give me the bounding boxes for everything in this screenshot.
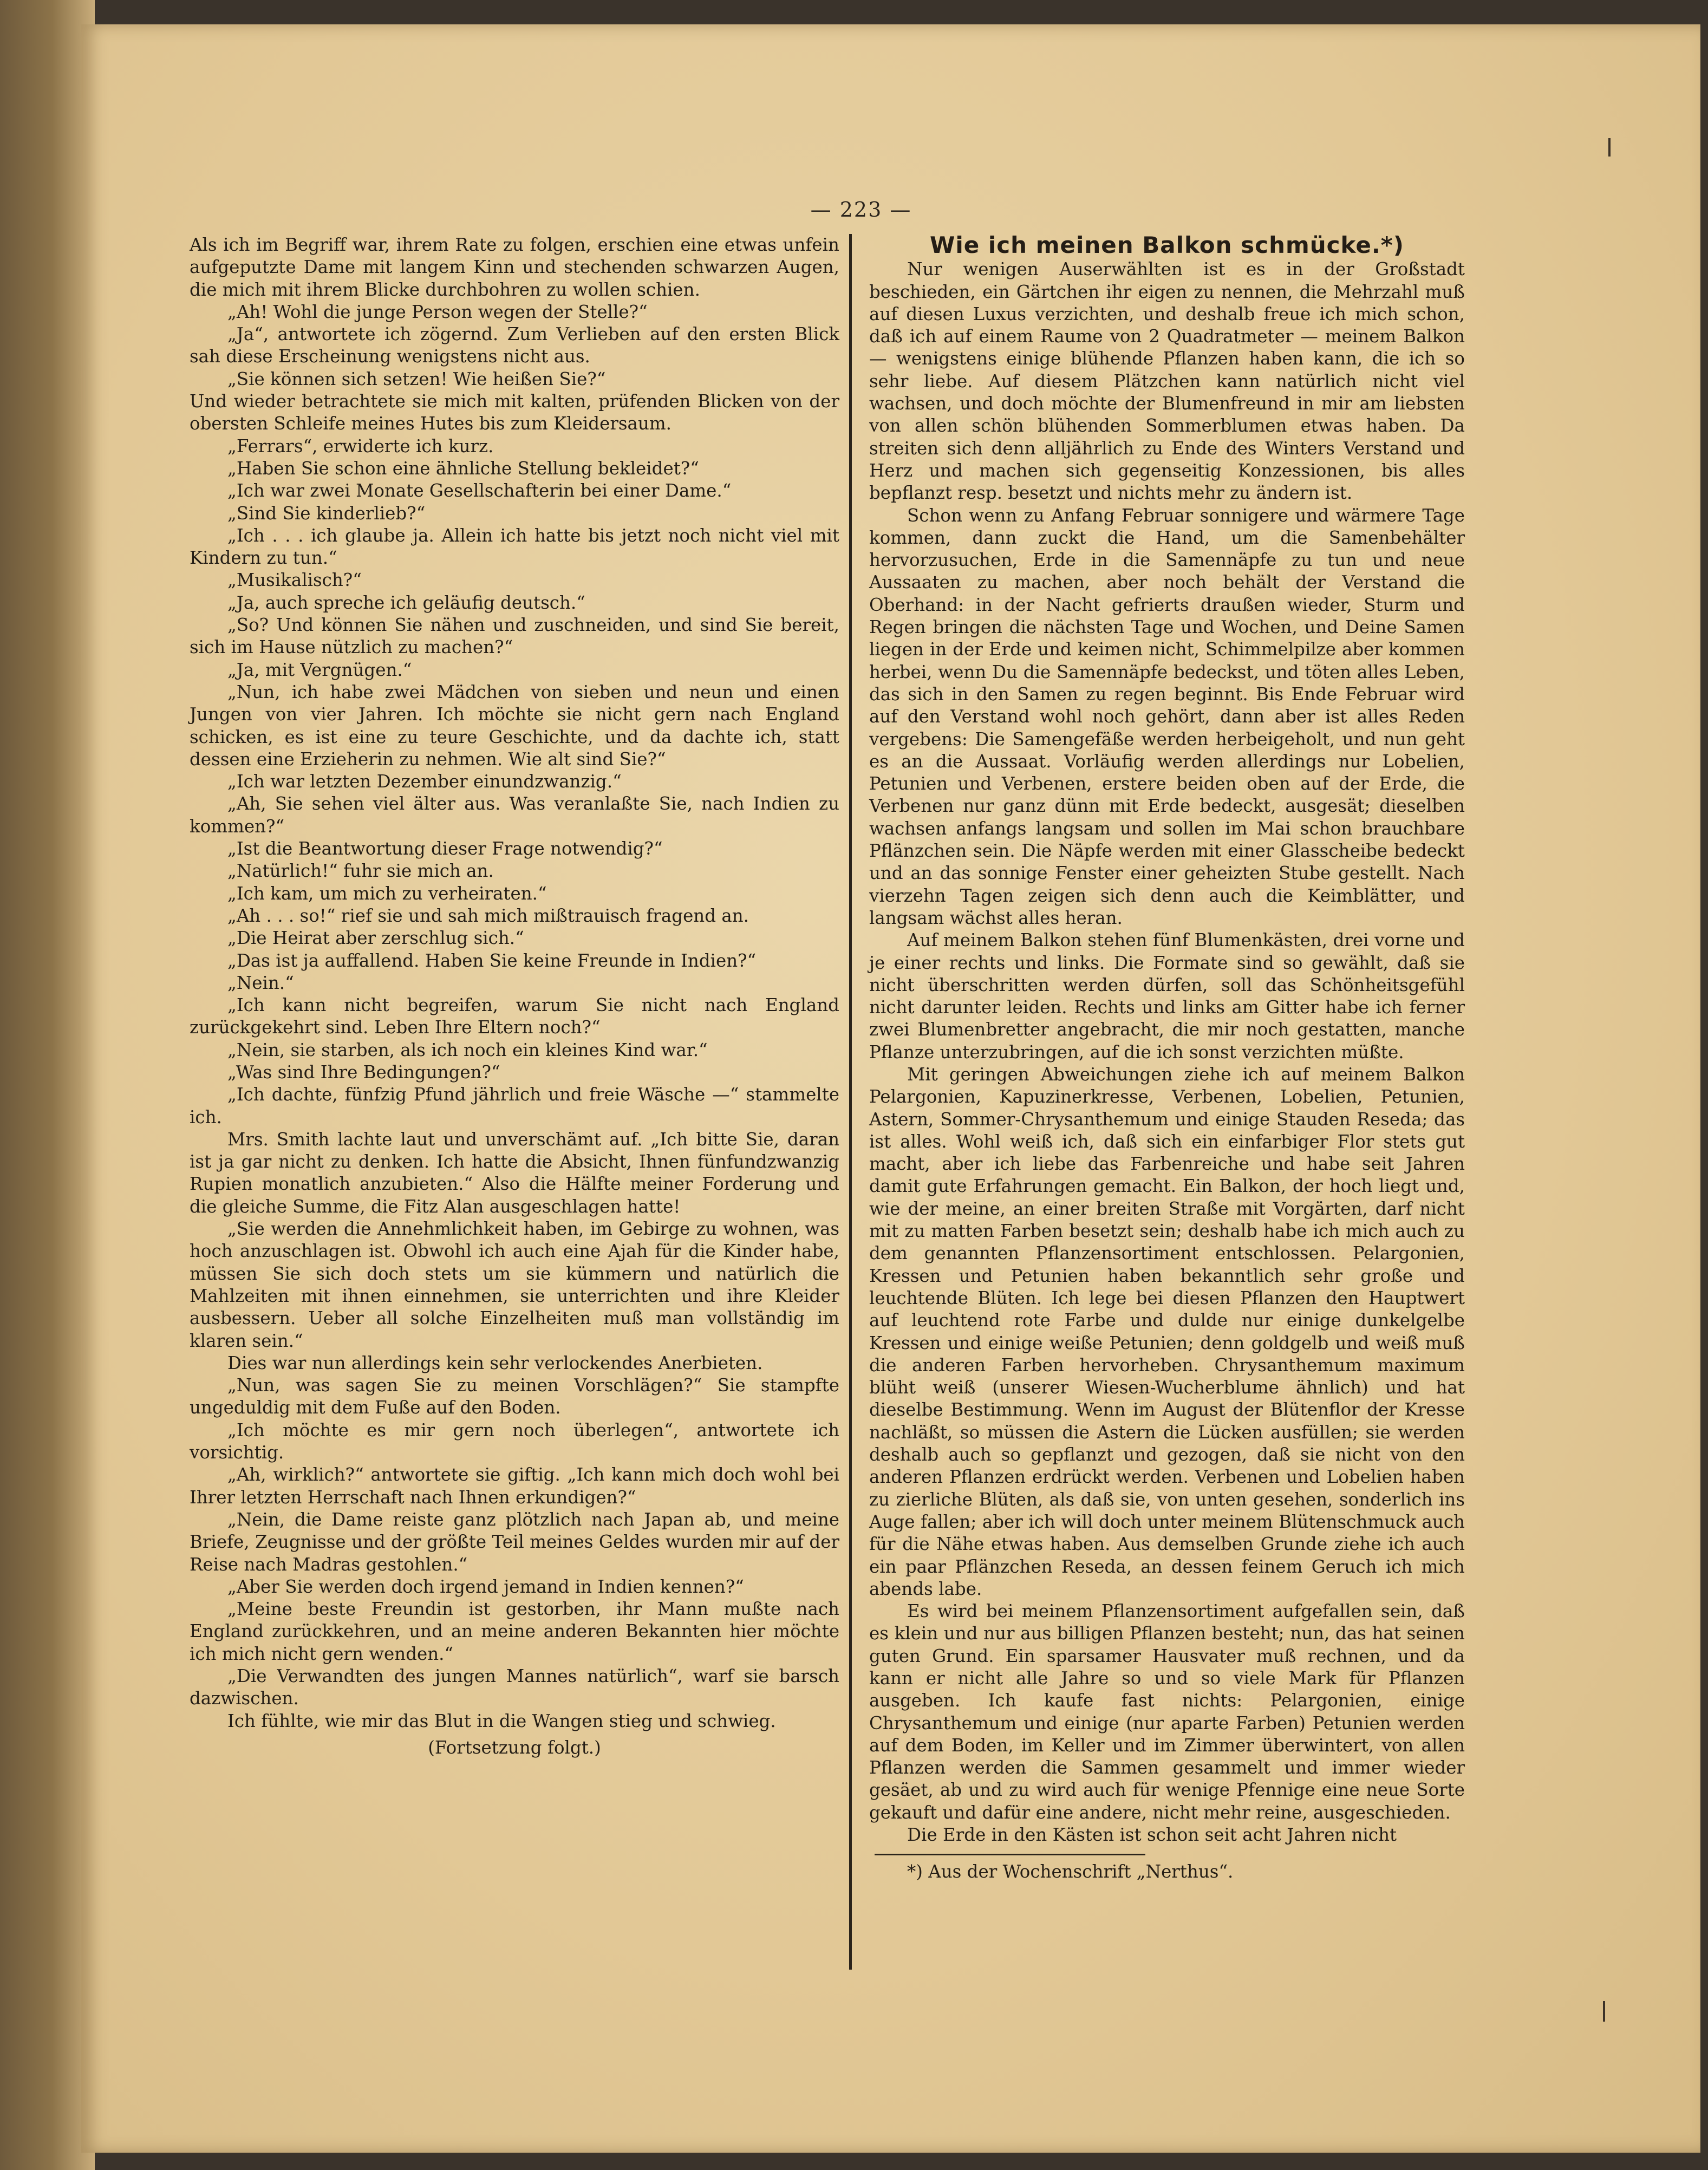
paragraph: „Ich war letzten Dezember einundzwanzig.“ (227, 771, 622, 792)
paragraph: „Natürlich!“ fuhr sie mich an. (227, 861, 494, 882)
paragraph: „Meine beste Freundin ist gestorben, ihr Mann mußte nach England zurückkehren, und an meine anderen Bekannten hier möchte ich mich nicht gern wenden.“ (190, 1599, 839, 1664)
paragraph: Es wird bei meinem Pflanzensortiment aufgefallen sein, daß es klein und nur aus billigen Pflanzen besteht; nun, das hat seinen guten Grund. Ein sparsamer Hausvater muß rechnen, und da kann er nicht alle Jahre so und so viele Mark für Pflanzen ausgeben. Ich kaufe fast nichts: Pelargonien, einige Chrysanthemum und einige (nur aparte Farben) Petunien werden auf dem Boden, im Keller und im Zimmer überwintert, von allen Pflanzen werden die Sammen gesammelt und immer wieder gesäet, ab und zu wird auch für wenige Pfennige eine neue Sorte gekauft und dafür eine andere, nicht mehr reine, ausgeschieden. (869, 1601, 1465, 1823)
paragraph: „Was sind Ihre Bedingungen?“ (227, 1061, 500, 1083)
paragraph: „Nein, sie starben, als ich noch ein kleines Kind war.“ (227, 1039, 708, 1060)
paragraph: „Nun, ich habe zwei Mädchen von sieben und neun und einen Jungen von vier Jahren. Ich möchte sie nicht gern nach England schicken, es ist eine zu teure Geschichte, und da dachte ich, statt dessen eine Erzieherin zu nehmen. Wie alt sind Sie?“ (190, 681, 839, 770)
paragraph: Dies war nun allerdings kein sehr verlockendes Anerbieten. (227, 1352, 763, 1373)
paragraph: „Ich . . . ich glaube ja. Allein ich hatte bis jetzt noch nicht viel mit Kindern zu tun.“ (190, 525, 839, 569)
paragraph: „Ich dachte, fünfzig Pfund jährlich und freie Wäsche —“ stammelte ich. (190, 1084, 839, 1128)
paragraph: „Das ist ja auffallend. Haben Sie keine Freunde in Indien?“ (227, 950, 757, 971)
paragraph: „Ich möchte es mir gern noch überlegen“, antwortete ich vorsichtig. (190, 1419, 839, 1463)
paragraph: Die Erde in den Kästen ist schon seit acht Jahren nicht (907, 1824, 1397, 1846)
paragraph: „Musikalisch?“ (227, 570, 362, 591)
paragraph: „Ja“, antwortete ich zögernd. Zum Verlieben auf den ersten Blick sah diese Erscheinung wenigstens nicht aus. (190, 324, 839, 367)
paragraph: „Sie werden die Annehmlichkeit haben, im Gebirge zu wohnen, was hoch anzuschlagen ist. Obwohl ich auch eine Ajah für die Kinder habe, müssen Sie sich doch stets um sie kümmern und natürlich die Mahlzeiten mit ihnen einnehmen, sie unterrichten und ihre Kleider ausbessern. Ueber all solche Einzelheiten muß man vollständig im klaren sein.“ (190, 1218, 839, 1351)
paragraph: „Ja, mit Vergnügen.“ (227, 659, 412, 680)
paragraph: „Ja, auch spreche ich geläufig deutsch.“ (227, 592, 585, 613)
book-spine (0, 0, 95, 2170)
paragraph: „Haben Sie schon eine ähnliche Stellung bekleidet?“ (227, 458, 699, 479)
column-divider (849, 234, 852, 1970)
footnote-rule (875, 1854, 1145, 1855)
paragraph: „Ist die Beantwortung dieser Frage notwendig?“ (227, 838, 663, 859)
paragraph: Schon wenn zu Anfang Februar sonnigere und wärmere Tage kommen, dann zuckt die Hand, um die Samenbehälter hervorzusuchen, Erde in die Samennäpfe zu tun und neue Aussaaten zu machen, aber noch behält der Verstand die Oberhand: in der Nacht gefrierts draußen wieder, Sturm und Regen bringen die nächsten Tage und Wochen, und Deine Samen liegen in der Erde und keimen nicht, Schimmelpilze aber kommen herbei, wenn Du die Samennäpfe bedeckst, und töten alles Leben, das sich in den Samen zu regen beginnt. Bis Ende Februar wird auf den Verstand wohl noch gehört, dann aber ist alles Reden vergebens: Die Samengefäße werden herbeigeholt, und nun geht es an die Aussaat. Vorläufig werden allerdings nur Lobelien, Petunien und Verbenen, erstere beiden oben auf der Erde, die Verbenen nur ganz dünn mit Erde bedeckt, ausgesät; dieselben wachsen anfangs langsam und sollen im Mai schon brauchbare Pflänzchen sein. Die Näpfe werden mit einer Glasscheibe bedeckt und an das sonnige Fenster einer geheizten Stube gestellt. Nach vierzehn Tagen zeigen sich denn auch die Keimblätter, und langsam wächst alles heran. (869, 505, 1465, 928)
paragraph: „Ferrars“, erwiderte ich kurz. (227, 435, 494, 457)
paragraph: „Sind Sie kinderlieb?“ (227, 503, 426, 524)
paragraph: „Nein.“ (227, 972, 294, 993)
paragraph: Mit geringen Abweichungen ziehe ich auf meinem Balkon Pelargonien, Kapuzinerkresse, Verbenen, Lobelien, Petunien, Astern, Sommer-Chrysanthemum und einige Stauden Reseda; das ist alles. Wohl weiß ich, daß sich ein einfarbiger Flor stets gut macht, aber ich liebe das Farbenreiche und habe seit Jahren damit gute Erfahrungen gemacht. Ein Balkon, der hoch liegt und, wie der meine, an einer breiten Straße mit Vorgärten, darf nicht mit zu matten Farben besetzt sein; deshalb habe ich mich auch zu dem genannten Pflanzensortiment entschlossen. Pelargonien, Kressen und Petunien haben bekanntlich sehr große und leuchtende Blüten. Ich lege bei diesen Pflanzen den Hauptwert auf leuchtend rote Farbe und dulde nur einige dunkelgelbe Kressen und einige weiße Petunien; denn goldgelb und weiß muß die anderen Farben hervorheben. Chrysanthemum maximum blüht weiß (unserer Wiesen-Wucherblume ähnlich) und hat dieselbe Bestimmung. Wenn im August der Blütenflor der Kresse nachläßt, so müssen die Astern die Lücken ausfüllen; sie werden deshalb auch so gepflanzt und gezogen, daß sie nicht von den anderen Pflanzen erdrückt werden. Verbenen und Lobelien haben zu zierliche Blüten, als daß sie, von unten gesehen, sonderlich ins Auge fallen; aber ich will doch unter meinem Blütenschmuck auch für die Nähe etwas haben. Aus demselben Grunde ziehe ich auch ein paar Pflänzchen Reseda, an dessen feinem Geruch ich mich abends labe. (869, 1064, 1465, 1599)
paragraph: „Ah, wirklich?“ antwortete sie giftig. „Ich kann mich doch wohl bei Ihrer letzten Herrschaft nach Ihnen erkundigen?“ (190, 1464, 839, 1508)
paragraph: „Ich kann nicht begreifen, warum Sie nicht nach England zurückgekehrt sind. Leben Ihre Eltern noch?“ (190, 995, 839, 1038)
paragraph: „Ich war zwei Monate Gesellschafterin bei einer Dame.“ (227, 480, 732, 501)
left-column (190, 234, 839, 1759)
paragraph: Ich fühlte, wie mir das Blut in die Wangen stieg und schwieg. (227, 1710, 776, 1731)
paragraph: „Ah, Sie sehen viel älter aus. Was veranlaßte Sie, nach Indien zu kommen?“ (190, 793, 839, 837)
paragraph: Auf meinem Balkon stehen fünf Blumenkästen, drei vorne und je einer rechts und links. Die Formate sind so gewählt, daß sie nicht überschritten werden dürfen, soll das Schönheitsgefühl nicht darunter leiden. Rechts und links am Gitter habe ich ferner zwei Blumenbretter angebracht, die mir noch gestatten, manche Pflanze unterzubringen, auf die ich sonst verzichten müßte. (869, 930, 1465, 1063)
continuation-note: (Fortsetzung folgt.) (428, 1737, 601, 1758)
footnote: *) Aus der Wochenschrift „Nerthus“. (907, 1861, 1234, 1882)
article-title: Wie ich meinen Balkon schmücke.*) (930, 232, 1404, 258)
paragraph: „Aber Sie werden doch irgend jemand in Indien kennen?“ (227, 1576, 744, 1597)
margin-mark (1608, 138, 1611, 157)
paragraph: Nur wenigen Auserwählten ist es in der Großstadt beschieden, ein Gärtchen ihr eigen zu nennen, die Mehrzahl muß auf diesen Luxus verzichten, und deshalb freue ich mich schon, daß ich auf einem Raume von 2 Quadratmeter — meinem Balkon — wenigstens einige blühende Pflanzen haben kann, die ich so sehr liebe. Auf diesem Plätzchen kann natürlich nicht viel wachsen, und doch möchte der Blumenfreund in mir am liebsten von allen schön blühenden Sommerblumen etwas haben. Da streiten sich denn alljährlich zu Ende des Winters Verstand und Herz und machen sich gegenseitig Konzessionen, bis alles bepflanzt resp. besetzt und nichts mehr zu ändern ist. (869, 259, 1465, 504)
paragraph: „Ich kam, um mich zu verheiraten.“ (227, 883, 547, 904)
paragraph: „Die Heirat aber zerschlug sich.“ (227, 928, 524, 949)
page-number: — 223 — (810, 198, 912, 221)
margin-mark (1603, 2001, 1605, 2022)
paragraph: „So? Und können Sie nähen und zuschneiden, und sind Sie bereit, sich im Hause nützlich zu machen?“ (190, 615, 839, 658)
paragraph: „Ah! Wohl die junge Person wegen der Stelle?“ (227, 301, 648, 322)
paragraph: Als ich im Begriff war, ihrem Rate zu folgen, erschien eine etwas unfein aufgeputzte Dame mit langem Kinn und stechenden schwarzen Augen, die mich mit ihrem Blicke durchbohren zu wollen schien. (190, 234, 839, 300)
paragraph: „Nun, was sagen Sie zu meinen Vorschlägen?“ Sie stampfte ungeduldig mit dem Fuße auf den Boden. (190, 1375, 839, 1418)
paragraph: Und wieder betrachtete sie mich mit kalten, prüfenden Blicken von der obersten Schleife meines Hutes bis zum Kleidersaum. (190, 391, 839, 434)
paragraph: „Sie können sich setzen! Wie heißen Sie?“ (227, 368, 606, 389)
paragraph: „Ah . . . so!“ rief sie und sah mich mißtrauisch fragend an. (227, 905, 749, 926)
paragraph: „Die Verwandten des jungen Mannes natürlich“, warf sie barsch dazwischen. (190, 1666, 839, 1709)
paragraph: Mrs. Smith lachte laut und unverschämt auf. „Ich bitte Sie, daran ist ja gar nicht zu denken. Ich hatte die Absicht, Ihnen fünfundzwanzig Rupien monatlich anzubieten.“ Also die Hälfte meiner Forderung und die gleiche Summe, die Fitz Alan ausgeschlagen hatte! (190, 1129, 839, 1217)
right-column (869, 234, 1465, 1884)
paragraph: „Nein, die Dame reiste ganz plötzlich nach Japan ab, und meine Briefe, Zeugnisse und der größte Teil meines Geldes wurden mir auf der Reise nach Madras gestohlen.“ (190, 1509, 839, 1575)
